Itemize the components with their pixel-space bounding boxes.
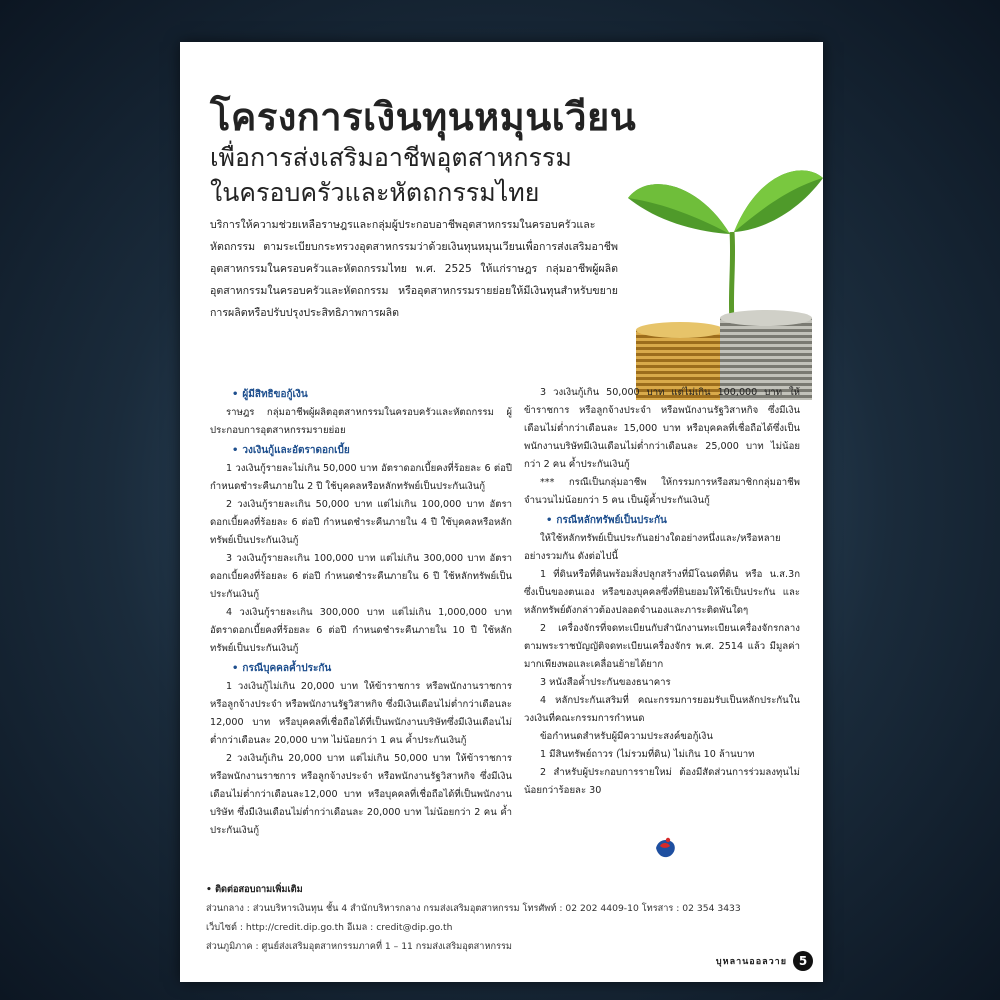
- contact-web: เว็บไซต์ : http://credit.dip.go.th อีเมล : credit@dip.go.th: [206, 922, 453, 933]
- bullet-icon: •: [232, 389, 239, 400]
- right-column: [524, 384, 800, 800]
- page-subtitle-2: ในครอบครัวและหัตถกรรมไทย: [210, 178, 540, 207]
- bullet-icon: •: [232, 663, 239, 674]
- dip-logo-icon: [652, 834, 678, 860]
- left-column: [210, 384, 512, 840]
- paragraph: 4 วงเงินกู้รายละเกิน 300,000 บาท แต่ไม่เกิน 1,000,000 บาท อัตราดอกเบี้ยคงที่ร้อยละ 6 ต่อปี กำหนดชำระคืนภายใน 10 ปี ใช้หลักทรัพย์เป็นประกันเงินกู้: [210, 607, 512, 654]
- paragraph: 3 หนังสือค้ำประกันของธนาคาร: [540, 677, 671, 688]
- paragraph: 2 เครื่องจักรที่จดทะเบียนกับสำนักงานทะเบียนเครื่องจักรกลาง ตามพระราชบัญญัติจดทะเบียนเครื่องจักร พ.ศ. 2514 แล้ว มีมูลค่ามากเพียงพอและเคลื่อนย้ายได้ยาก: [524, 623, 800, 670]
- paragraph: 4 หลักประกันเสริมที่ คณะกรรมการยอมรับเป็นหลักประกันในวงเงินที่คณะกรรมการกำหนด: [524, 695, 800, 724]
- paragraph: 2 สำหรับผู้ประกอบการรายใหม่ ต้องมีสัดส่วนการร่วมลงทุนไม่น้อยกว่าร้อยละ 30: [524, 767, 800, 796]
- paragraph: 2 วงเงินกู้รายละเกิน 50,000 บาท แต่ไม่เกิน 100,000 บาท อัตราดอกเบี้ยคงที่ร้อยละ 6 ต่อปี กำหนดชำระคืนภายใน 4 ปี ใช้บุคคลหรือหลักทรัพย์เป็นประกันเงินกู้: [210, 499, 512, 546]
- paragraph: ข้อกำหนดสำหรับผู้มีความประสงค์ขอกู้เงิน: [540, 731, 713, 742]
- section-heading-eligibility: [210, 386, 512, 404]
- contact-heading-text: ติดต่อสอบถามเพิ่มเติม: [215, 884, 303, 895]
- contact-regional: ส่วนภูมิภาค : ศูนย์ส่งเสริมอุตสาหกรรมภาคที่ 1 – 11 กรมส่งเสริมอุตสาหกรรม: [206, 941, 512, 952]
- section-heading-text: วงเงินกู้และอัตราดอกเบี้ย: [242, 445, 350, 456]
- paragraph: *** กรณีเป็นกลุ่มอาชีพ ให้กรรมการหรือสมาชิกกลุ่มอาชีพ จำนวนไม่น้อยกว่า 5 คน เป็นผู้ค้ำประกันเงินกู้: [524, 477, 800, 506]
- page-title: โครงการเงินทุนหมุนเวียน: [210, 95, 637, 139]
- paragraph: 3 วงเงินกู้เกิน 50,000 บาท แต่ไม่เกิน 100,000 บาท ให้ข้าราชการ หรือลูกจ้างประจำ หรือพนักงานรัฐวิสาหกิจ ซึ่งมีเงินเดือนไม่ต่ำกว่าเดือนละ 15,000 บาท หรือบุคคลที่เชื่อถือได้ซึ่งเป็นพนักงานบริษัทมีเงินเดือนไม่ต่ำกว่าเดือนละ 25,000 บาท ไม่น้อยกว่า 2 คน ค้ำประกันเงินกู้: [524, 387, 800, 470]
- contact-central: ส่วนกลาง : ส่วนบริหารเงินทุน ชั้น 4 สำนักบริหารกลาง กรมส่งเสริมอุตสาหกรรม โทรศัพท์ : 02 202 4409-10 โทรสาร : 02 354 3433: [206, 903, 741, 914]
- page-subtitle-1: เพื่อการส่งเสริมอาชีพอุตสาหกรรม: [210, 143, 572, 172]
- paragraph: 1 มีสินทรัพย์ถาวร (ไม่รวมที่ดิน) ไม่เกิน 10 ล้านบาท: [540, 749, 755, 760]
- section-heading-text: กรณีบุคคลค้ำประกัน: [242, 663, 332, 674]
- bullet-icon: •: [546, 515, 553, 526]
- paragraph: 2 วงเงินกู้เกิน 20,000 บาท แต่ไม่เกิน 50,000 บาท ให้ข้าราชการ หรือพนักงานราชการ หรือลูกจ้างประจำ หรือพนักงานรัฐวิสาหกิจ ซึ่งมีเงินเดือนไม่ต่ำกว่าเดือนละ12,000 บาท หรือบุคคลที่เชื่อถือได้ที่เป็นพนักงานบริษัท ซึ่งมีเงินเดือนไม่ต่ำกว่าเดือนละ 20,000 บาท ไม่น้อยกว่า 2 คน ค้ำประกันเงินกู้: [210, 753, 512, 836]
- section-heading-collateral: [524, 512, 800, 530]
- paragraph: 1 วงเงินกู้ไม่เกิน 20,000 บาท ให้ข้าราชการ หรือพนักงานราชการ หรือลูกจ้างประจำ หรือพนักงานรัฐวิสาหกิจ ซึ่งมีเงินเดือนไม่ต่ำกว่าเดือนละ 12,000 บาท หรือบุคคลที่เชื่อถือได้ที่เป็นพนักงานบริษัทซึ่งมีเงินเดือนไม่ต่ำกว่าเดือนละ 20,000 บาท ไม่น้อยกว่า 1 คน ค้ำประกันเงินกู้: [210, 681, 512, 746]
- plant-and-coins-icon: [628, 122, 823, 402]
- paragraph: ให้ใช้หลักทรัพย์เป็นประกันอย่างใดอย่างหนึ่งและ/หรือหลายอย่างรวมกัน ดังต่อไปนี้: [524, 533, 781, 562]
- bullet-icon: •: [206, 884, 216, 895]
- contact-heading: [206, 880, 806, 899]
- paragraph: 1 วงเงินกู้รายละไม่เกิน 50,000 บาท อัตราดอกเบี้ยคงที่ร้อยละ 6 ต่อปี กำหนดชำระคืนภายใน 2 ปี ใช้บุคคลหรือหลักทรัพย์เป็นประกันเงินกู้: [210, 463, 512, 492]
- page-number: 5: [793, 951, 813, 971]
- document-page: [180, 42, 823, 982]
- paragraph: 1 ที่ดินหรือที่ดินพร้อมสิ่งปลูกสร้างที่มีโฉนดที่ดิน หรือ น.ส.3ก ซึ่งเป็นของตนเอง หรือของบุคคลซึ่งที่ยินยอมให้ใช้เป็นประกัน และหลักทรัพย์ดังกล่าวต้องปลอดจำนองและภาระติดพันใดๆ: [524, 569, 800, 616]
- section-heading-loan-limit: [210, 442, 512, 460]
- magazine-name: บุหลานออลวาย: [715, 957, 787, 967]
- paragraph: 3 วงเงินกู้รายละเกิน 100,000 บาท แต่ไม่เกิน 300,000 บาท อัตราดอกเบี้ยคงที่ร้อยละ 6 ต่อปี กำหนดชำระคืนภายใน 6 ปี ใช้หลักทรัพย์เป็นประกันเงินกู้: [210, 553, 512, 600]
- intro-text: บริการให้ความช่วยเหลือราษฎรและกลุ่มผู้ประกอบอาชีพอุตสาหกรรมในครอบครัวและหัตถกรรม ตามระเบียบกระทรวงอุตสาหกรรมว่าด้วยเงินทุนหมุนเวียนเพื่อการส่งเสริมอาชีพอุตสาหกรรมในครอบครัวและหัตถกรรมไทย พ.ศ. 2525 ให้แก่ราษฎร กลุ่มอาชีพผู้ผลิตอุตสาหกรรมในครอบครัวและหัตถกรรม หรืออุตสาหกรรมรายย่อยให้มีเงินทุนสำหรับขยายการผลิตหรือปรับปรุงประสิทธิภาพการผลิต: [210, 219, 618, 319]
- section-heading-text: ผู้มีสิทธิขอกู้เงิน: [242, 389, 308, 400]
- bullet-icon: •: [232, 445, 239, 456]
- contact-block: [206, 880, 806, 956]
- page-footer: [668, 950, 813, 972]
- intro-paragraph: [210, 214, 618, 324]
- section-heading-text: กรณีหลักทรัพย์เป็นประกัน: [556, 515, 667, 526]
- paragraph: ราษฎร กลุ่มอาชีพผู้ผลิตอุตสาหกรรมในครอบครัวและหัตถกรรม ผู้ประกอบการอุตสาหกรรมรายย่อย: [210, 407, 512, 436]
- section-heading-guarantor: [210, 660, 512, 678]
